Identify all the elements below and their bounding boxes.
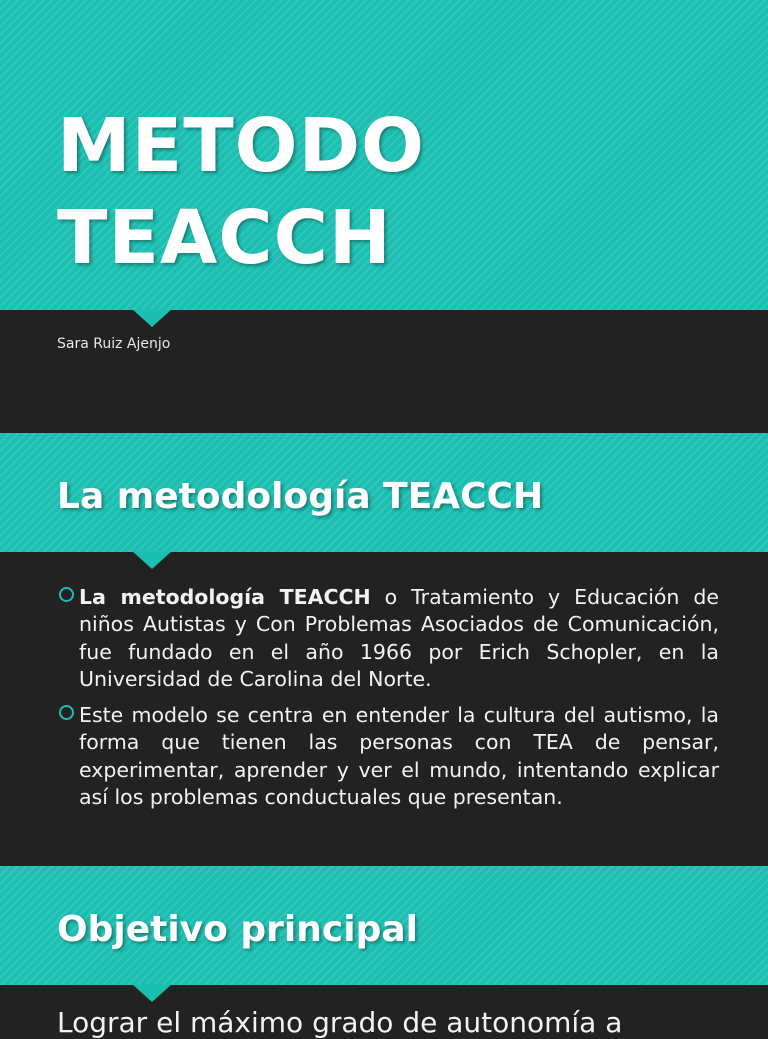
ring-bullet-icon: [59, 705, 74, 720]
bullet-text: o Tratamiento y Educación de niños Autistas y Con Problemas Asociados de Comunicación, fue fundado en el año 1966 por Erich Schopler, en la Universidad de Carolina del Norte.: [79, 585, 720, 691]
slide2-heading: La metodología TEACCH: [57, 476, 544, 517]
list-item: [57, 702, 719, 811]
slide2-bullet-list: [57, 584, 719, 820]
bullet-text: Este modelo se centra en entender la cultura del autismo, la forma que tienen las personas con TEA de pensar, experimentar, aprender y ver el mundo, intentando explicar así los problemas conductuales que presentan.: [79, 703, 719, 810]
title-line-2: TEACCH: [57, 195, 392, 281]
slide1-subtitle-band: [0, 310, 768, 433]
presentation-title: [57, 100, 425, 284]
author-name: Sara Ruiz Ajenjo: [57, 336, 171, 352]
list-item: [57, 584, 719, 693]
bullet-lead: La metodología TEACCH: [79, 585, 371, 609]
slide3-notch: [132, 984, 172, 1002]
slide1-notch: [132, 309, 172, 327]
title-line-1: METODO: [57, 103, 425, 189]
slide3-body-text: Lograr el máximo grado de autonomía a: [57, 1006, 623, 1039]
slide2-notch: [132, 551, 172, 569]
ring-bullet-icon: [59, 587, 74, 602]
slide3-heading: Objetivo principal: [57, 909, 418, 950]
